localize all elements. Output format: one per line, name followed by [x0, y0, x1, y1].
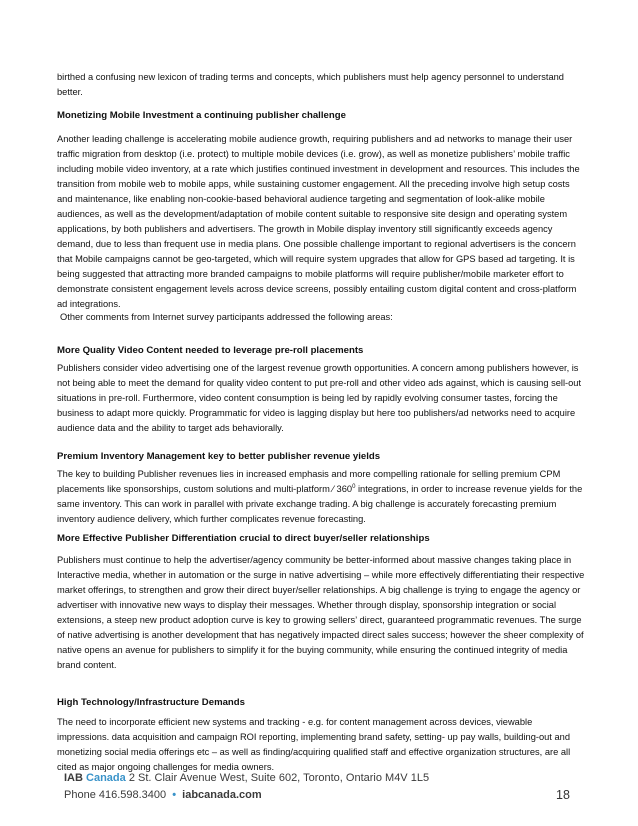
section-heading-technology: High Technology/Infrastructure Demands: [57, 697, 245, 708]
footer-website-link[interactable]: iabcanada.com: [182, 789, 262, 801]
section-heading-mobile: Monetizing Mobile Investment a continuing publisher challenge: [57, 110, 346, 121]
footer-separator: •: [172, 789, 177, 801]
footer-contact-line: [64, 787, 429, 804]
section-body-mobile: Another leading challenge is accelerating mobile audience growth, requiring publishers and ad networks to manage their user traffic migration from desktop (i.e. protect) to multiple mobile devices (i.e. grow), as well as monetize publishers’ mobile traffic including mobile video inventory, at a rate which justifies continued investment in development and resources. This includes the transition from mobile web to mobile apps, while sustaining customer engagement. All the preceding involve high setup costs and maintenance, like enabling non-cookie-based behavioral audience targeting and segmentation of look-alike mobile audiences, as well as the development/adaptation of mobile content suitable to responsive site design and operating system applications, by both publishers and advertisers. The growth in Mobile display inventory still significantly exceeds agency demand, due to less than frequent use in media plans. One possible challenge important to regional advertisers is the concern that Mobile campaigns cannot be geo-targeted, which will require system upgrades that allow for GPS based ad targeting. It is being suggested that attracting more branded campaigns to mobile platforms will require publisher/mobile marketer effort to demonstrate consistent engagement levels across device screens, possibly entailing custom digital content and cross-platform ad integrations.: [57, 134, 580, 309]
footer-phone: Phone 416.598.3400: [64, 789, 167, 801]
section-body-technology: The need to incorporate efficient new systems and tracking - e.g. for content management across devices, viewable impressions. data acquisition and campaign ROI reporting, implementing brand safety, setting- up pay walls, building-out and monetizing social media offerings etc – as well as finding/acquiring qualified staff and effective organization structures, are all cited as major ongoing challenges for media owners.: [57, 717, 571, 772]
page-number: 18: [556, 788, 570, 802]
footer-brand: IAB: [64, 772, 83, 784]
footer-address: 2 St. Clair Avenue West, Suite 602, Toronto, Ontario M4V 1L5: [128, 772, 430, 784]
survey-note: Other comments from Internet survey participants addressed the following areas:: [60, 312, 393, 322]
section-body-video: Publishers consider video advertising one of the largest revenue growth opportunities. A concern among publishers however, is not being able to meet the demand for quality video content to put pre-roll and other video ads against, which is causing sell-out situations in pre-roll. Furthermore, video content consumption is being led by rapidly evolving consumer tastes, forcing the business to adapt more quickly. Programmatic for video is lagging display but here too publishers/ad networks need to acquire audience data and the ability to target ads behaviorally.: [57, 363, 582, 433]
footer-brand-accent: Canada: [86, 772, 126, 784]
intro-paragraph: birthed a confusing new lexicon of trading terms and concepts, which publishers must help agency personnel to understand better.: [57, 72, 564, 97]
section-body-differentiation: Publishers must continue to help the advertiser/agency community be better-informed about massive changes taking place in Interactive media, whether in automation or the surge in native advertising – while more effectively differentiating their respective market offerings, to strengthen and grow their direct buyer/seller relationships. A big challenge is trying to engage the agency or advertiser with innovative new ways to display their messages. Whether through display, sponsorship integration or social extensions, a steep new product adoption curve is key to growing sellers’ direct, guaranteed programmatic revenues. The surge of native advertising is another development that has negatively impacted direct sales success; however the sheer complexity of native opens an avenue for publishers to simplify it for the buying community, while ensuring the continued integrity of media brand content.: [57, 555, 585, 670]
premium-body-part1: The key to building Publisher revenues lies in increased emphasis and more compelling rationale for selling premium CPM placements like sponsorships, custom solutions and multi-platform ⁄ 360: [57, 469, 561, 494]
section-heading-video: More Quality Video Content needed to leverage pre-roll placements: [57, 345, 364, 356]
footer-address-line: [64, 770, 429, 787]
section-heading-differentiation: More Effective Publisher Differentiation crucial to direct buyer/seller relationships: [57, 533, 430, 544]
premium-body-part2: integrations, in order to increase revenue yields for the same inventory. This can work in parallel with private exchange trading. A big challenge is accurately forecasting premium inventory audience delivery, which further complicates revenue forecasting.: [57, 484, 583, 524]
footer: [64, 770, 429, 804]
section-body-premium: [57, 467, 585, 527]
degree-superscript: 0: [352, 483, 356, 490]
section-heading-premium: Premium Inventory Management key to better publisher revenue yields: [57, 451, 381, 462]
